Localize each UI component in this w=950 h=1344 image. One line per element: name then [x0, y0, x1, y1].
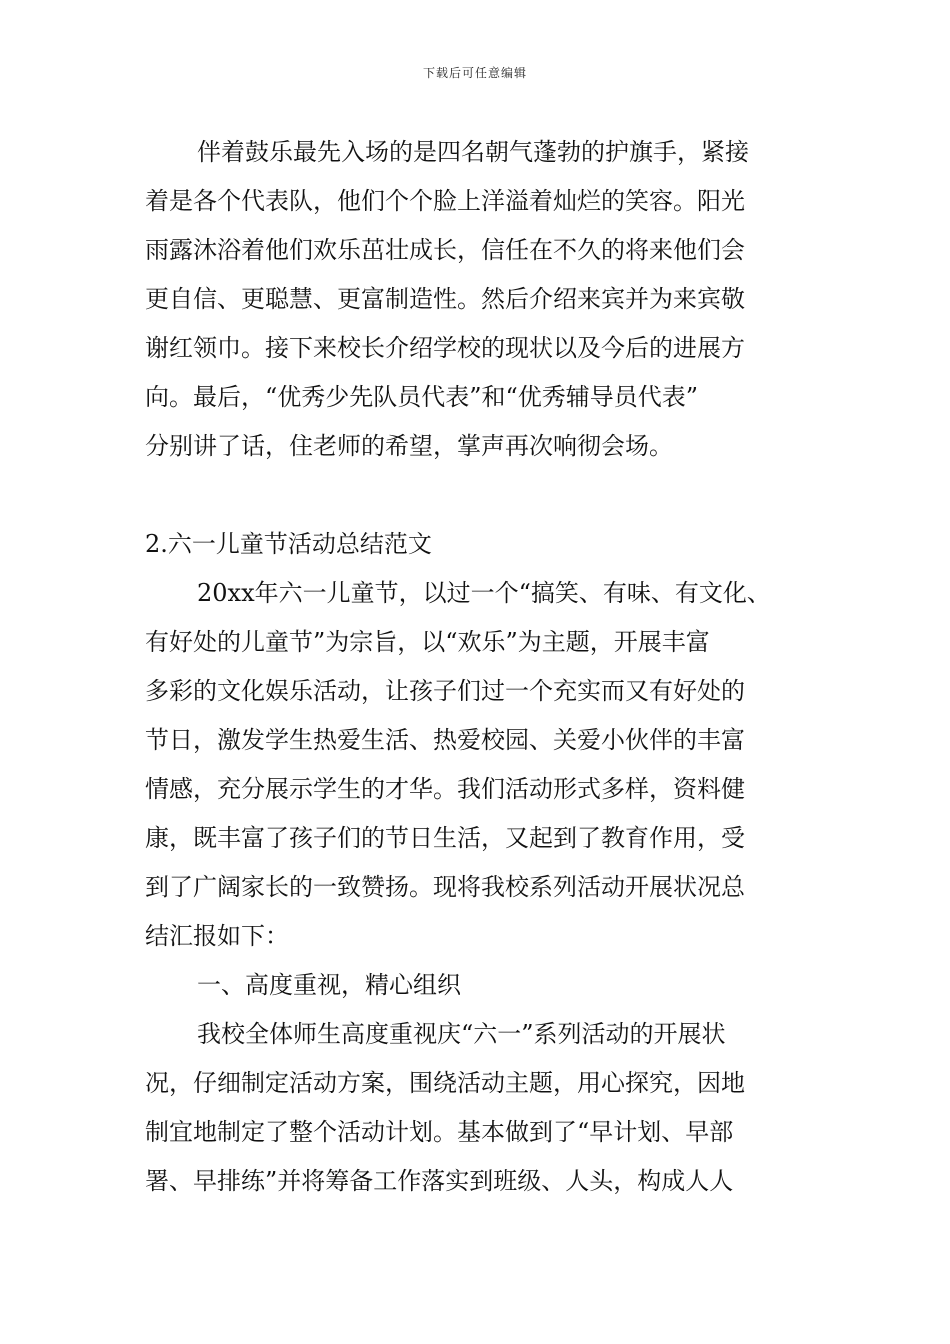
text-line: 向。最后，“优秀少先队员代表”和“优秀辅导员代表”	[145, 383, 699, 411]
text-line: 谢红领巾。接下来校长介绍学校的现状以及今后的进展方	[145, 334, 745, 362]
document-body	[145, 128, 815, 1206]
text-line: 分别讲了话，住老师的希望，掌声再次响彻会场。	[145, 432, 673, 460]
section-heading: 2.六一儿童节活动总结范文	[145, 530, 432, 558]
paragraph-organization	[145, 1010, 815, 1206]
text-line: 有好处的儿童节”为宗旨，以“欢乐”为主题，开展丰富	[145, 628, 710, 656]
text-line: 制宜地制定了整个活动计划。基本做到了“早计划、早部	[145, 1118, 734, 1146]
page-header: 下载后可任意编辑	[422, 66, 527, 80]
text-line: 20xx年六一儿童节，以过一个“搞笑、有味、有文化、	[197, 579, 771, 607]
text-line: 着是各个代表队，他们个个脸上洋溢着灿烂的笑容。阳光	[145, 187, 745, 215]
paragraph-opening-ceremony	[145, 128, 815, 471]
blank-line	[145, 471, 815, 520]
text-line: 多彩的文化娱乐活动，让孩子们过一个充实而又有好处的	[145, 677, 745, 705]
text-line: 伴着鼓乐最先入场的是四名朝气蓬勃的护旗手，紧接	[197, 138, 749, 166]
text-line: 结汇报如下：	[145, 922, 289, 950]
text-line: 况，仔细制定活动方案，围绕活动主题，用心探究，因地	[145, 1069, 745, 1097]
text-line: 节日，激发学生热爱生活、热爱校园、关爱小伙伴的丰富	[145, 726, 745, 754]
text-line: 情感，充分展示学生的才华。我们活动形式多样，资料健	[145, 775, 745, 803]
text-line: 到了广阔家长的一致赞扬。现将我校系列活动开展状况总	[145, 873, 745, 901]
text-line: 我校全体师生高度重视庆“六一”系列活动的开展状	[197, 1020, 726, 1048]
text-line: 署、早排练”并将筹备工作落实到班级、人头，构成人人	[145, 1167, 734, 1195]
text-line: 更自信、更聪慧、更富制造性。然后介绍来宾并为来宾敬	[145, 285, 745, 313]
text-line: 康，既丰富了孩子们的节日生活，又起到了教育作用，受	[145, 824, 745, 852]
text-line: 雨露沐浴着他们欢乐茁壮成长，信任在不久的将来他们会	[145, 236, 745, 264]
subsection-heading: 一、高度重视，精心组织	[197, 971, 461, 999]
paragraph-summary-intro	[145, 569, 815, 961]
